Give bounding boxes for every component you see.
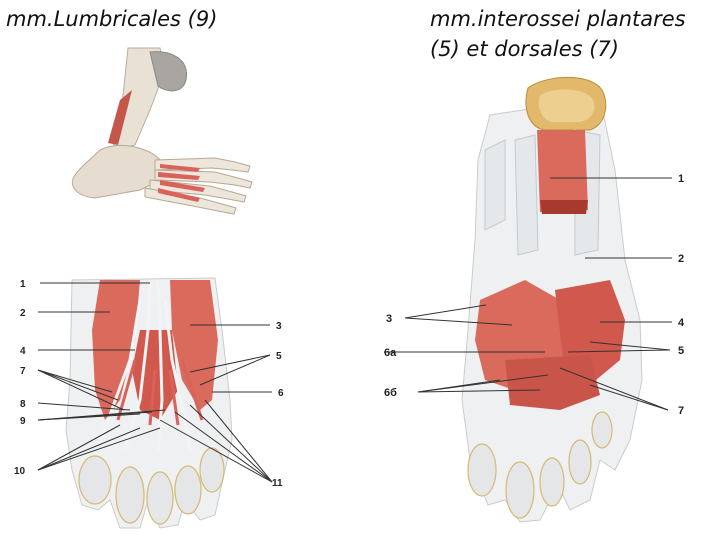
left-label-5: 5 <box>276 351 282 362</box>
right-label-6a: 6a <box>384 347 397 359</box>
right-title-line1: mm.interossei plantares <box>430 7 686 31</box>
left-label-10: 10 <box>14 466 26 477</box>
right-label-7: 7 <box>678 405 685 417</box>
left-label-9: 9 <box>20 416 26 427</box>
foot-skeleton-illustration <box>72 48 252 214</box>
right-label-1: 1 <box>678 173 685 185</box>
right-label-6b: 6б <box>384 387 397 399</box>
left-label-4: 4 <box>20 346 26 357</box>
left-label-1: 1 <box>20 279 26 290</box>
left-label-8: 8 <box>20 399 26 410</box>
left-label-3: 3 <box>276 321 282 332</box>
right-label-3: 3 <box>386 313 393 325</box>
right-label-5: 5 <box>678 345 685 357</box>
plantar-interossei-illustration <box>384 77 685 522</box>
right-label-4: 4 <box>678 317 685 329</box>
right-label-2: 2 <box>678 253 685 265</box>
left-title-text: mm.Lumbricales (9) <box>6 7 218 31</box>
left-label-7: 7 <box>20 366 26 377</box>
left-label-11: 11 <box>272 478 283 489</box>
plantar-lumbricales-illustration <box>14 278 284 528</box>
left-label-6: 6 <box>278 388 284 399</box>
right-title-line2: (5) et dorsales (7) <box>430 37 619 61</box>
left-label-2: 2 <box>20 308 26 319</box>
